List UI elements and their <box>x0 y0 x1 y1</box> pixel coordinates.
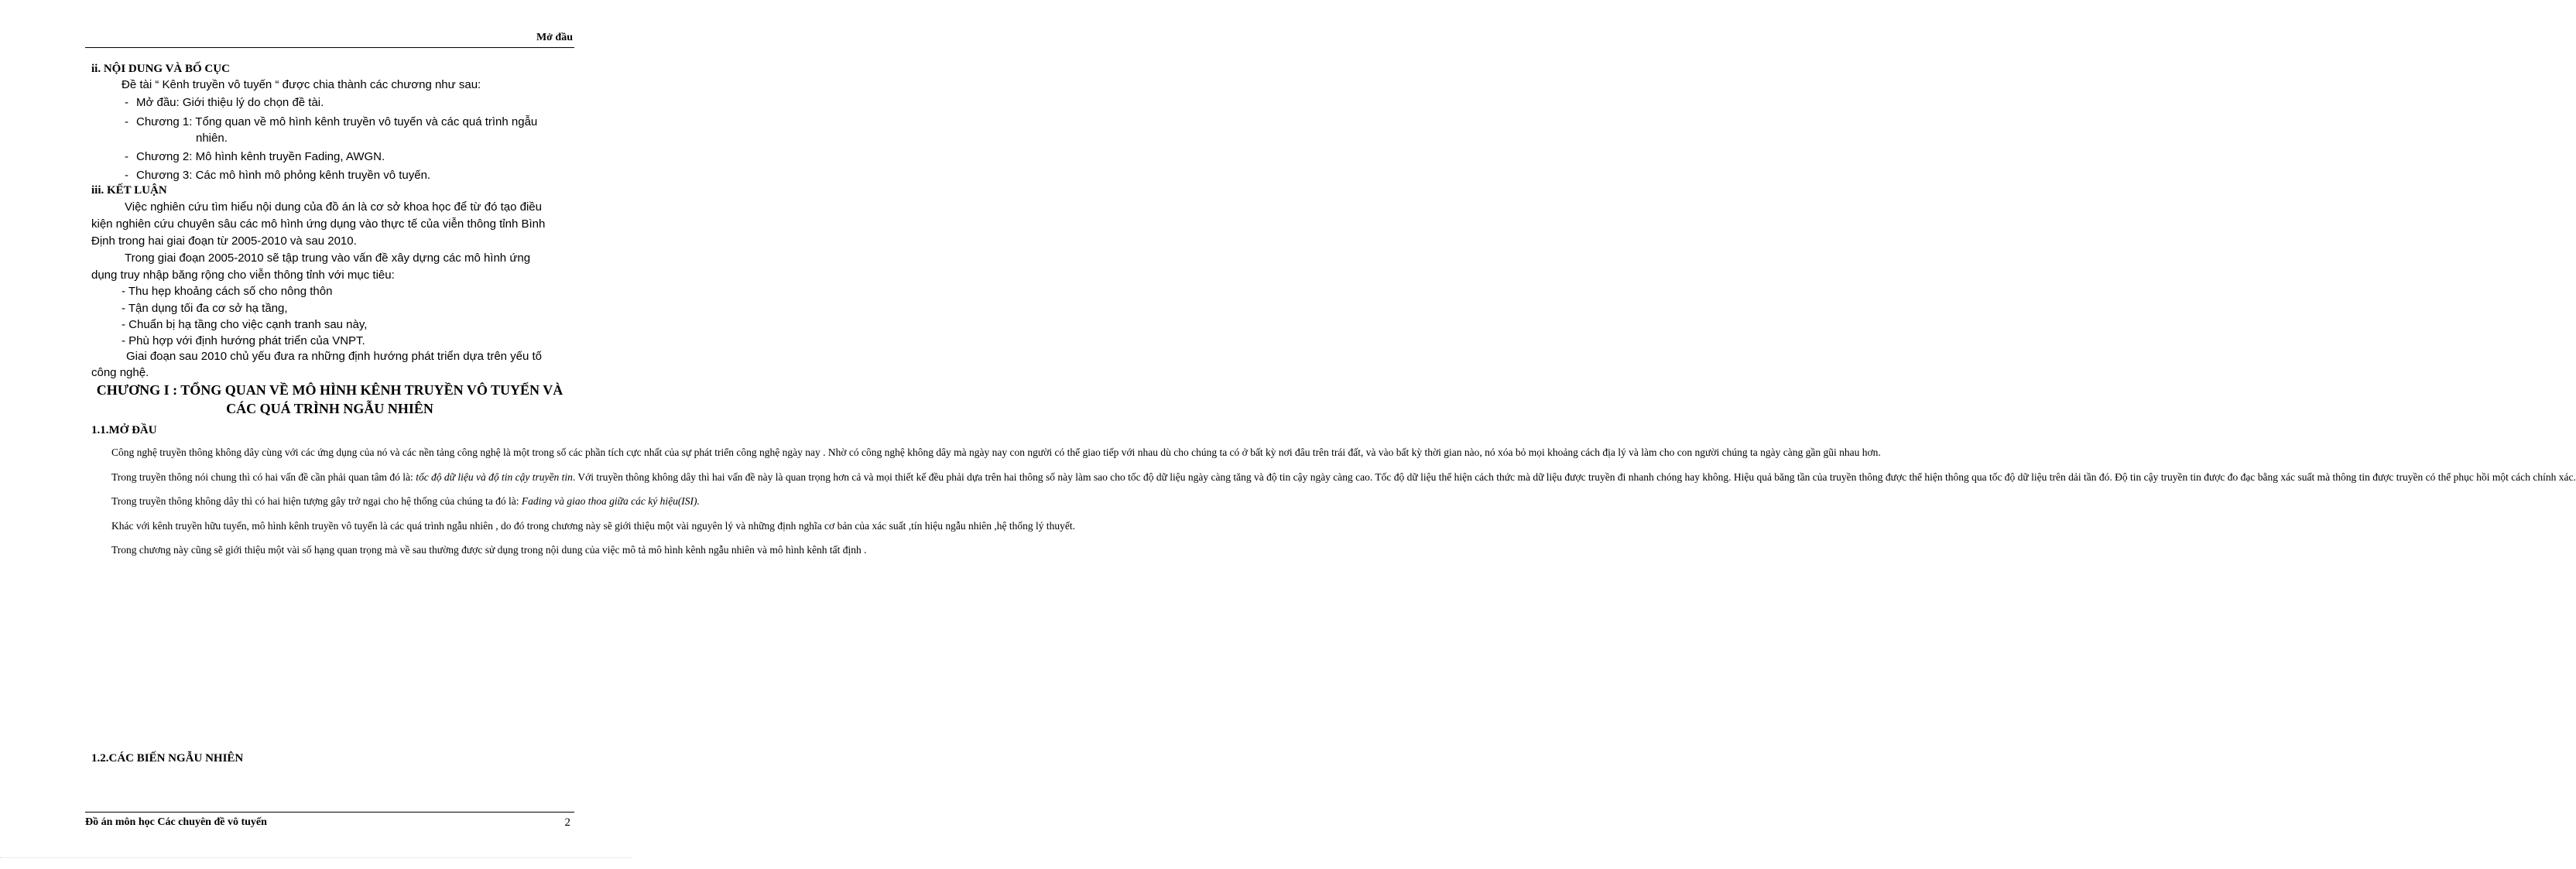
goal-item: - Chuẩn bị hạ tầng cho việc cạnh tranh sau này, <box>122 318 368 331</box>
conclusion-paragraph-line: Trong giai đoạn 2005-2010 sẽ tập trung vào vấn đề xây dựng các mô hình ứng <box>125 251 531 265</box>
paragraph: Công nghệ truyền thông không dây cùng với các ứng dụng của nó và các nền tảng công nghệ là một trong số các phần tích cực nhất của sự phát triển công nghệ ngày nay . Nhờ có công nghệ không dây mà ngày nay con người có thể giao tiếp với nhau dù cho chúng ta có ở bất kỳ nơi đâu trên trái đất, và vào bất kỳ thời gian nào, nó xóa bỏ mọi khoảng cách địa lý và làm cho con người chúng ta ngày càng gần gũi nhau hơn. <box>111 446 1881 458</box>
chapter-title-line-1: CHƯƠNG I : TỔNG QUAN VỀ MÔ HÌNH KÊNH TRUYỀN VÔ TUYẾN VÀ <box>96 382 564 398</box>
page-edge-divider <box>0 857 632 858</box>
section-1-1-title: 1.1.MỞ ĐẦU <box>91 424 157 436</box>
paragraph <box>85 470 2576 485</box>
list-item-dash: - <box>125 150 128 163</box>
section-1-1-body <box>85 445 2576 558</box>
goal-item: - Phù hợp với định hướng phát triển của VNPT. <box>122 334 365 347</box>
goal-item: - Tận dụng tối đa cơ sở hạ tầng, <box>122 302 288 315</box>
list-item-dash: - <box>125 96 128 109</box>
paragraph: Trong chương này cũng sẽ giới thiệu một vài số hạng quan trọng mà về sau thường được sử dụng trong nội dung của việc mô tả mô hình kênh ngẫu nhiên và mô hình kênh tất định . <box>111 544 867 556</box>
list-item-dash: - <box>125 169 128 182</box>
header-rule <box>85 47 574 48</box>
conclusion-paragraph-line: dụng truy nhập băng rộng cho viễn thông tỉnh với mục tiêu: <box>91 269 395 282</box>
paragraph: Khác với kênh truyền hữu tuyến, mô hình kênh truyền vô tuyến là các quá trình ngẫu nhiên , do đó trong chương này sẽ giới thiệu một vài nguyên lý và những định nghĩa cơ bản của xác suất ,tín hiệu ngẫu nhiên ,hệ thống lý thuyết. <box>111 519 1075 532</box>
page-number: 2 <box>564 816 570 829</box>
paragraph-text: . Với truyền thông không dây thì hai vấn đề này là quan trọng hơn cả và mọi thiết kế đều phải dựa trên hai thông số này làm sao cho tốc độ dữ liệu ngày càng tăng và độ tin cậy ngày càng cao. Tốc độ dữ liệu thể hiện cách thức mà dữ liệu được truyền đi nhanh chóng hay không. Hiệu quả băng tần của truyền thông được thể hiện thông qua tốc độ dữ liệu trên dải tần đó. Độ tin cậy truyền tin được đo đạc bằng xác suất mà thông tin được truyền có thể phục hồi một cách chính xác. <box>572 470 2576 483</box>
list-item: Chương 2: Mô hình kênh truyền Fading, AWGN. <box>136 150 385 163</box>
section-ii-title: ii. NỘI DUNG VÀ BỐ CỤC <box>91 63 230 75</box>
goal-item: - Thu hẹp khoảng cách số cho nông thôn <box>122 285 333 298</box>
header-title: Mở đầu <box>536 32 573 43</box>
section-iii-title: iii. KẾT LUẬN <box>91 184 167 197</box>
conclusion-paragraph-line: Định trong hai giai đoạn từ 2005-2010 và sau 2010. <box>91 234 357 248</box>
footer-rule <box>85 812 574 813</box>
list-item-continuation: nhiên. <box>196 132 228 145</box>
list-item-dash: - <box>125 115 128 128</box>
section-ii-intro: Đề tài “ Kênh truyền vô tuyến “ được chia thành các chương như sau: <box>122 78 481 91</box>
conclusion-paragraph-line: công nghệ. <box>91 366 149 379</box>
paragraph <box>85 494 700 509</box>
section-1-2-title: 1.2.CÁC BIẾN NGẪU NHIÊN <box>91 752 244 765</box>
footer-title: Đồ án môn học Các chuyên đề vô tuyến <box>85 816 267 828</box>
chapter-title-line-2: CÁC QUÁ TRÌNH NGẪU NHIÊN <box>226 401 433 416</box>
list-item: Chương 1: Tổng quan về mô hình kênh truyền vô tuyến và các quá trình ngẫu <box>136 115 538 128</box>
paragraph-text: Trong truyền thông nói chung thì có hai vấn đề cần phải quan tâm đó là: <box>111 470 416 483</box>
list-item: Mở đầu: Giới thiệu lý do chọn đề tài. <box>136 96 324 109</box>
emphasis-text: tốc độ dữ liệu và độ tin cậy truyền tin <box>416 470 573 483</box>
conclusion-paragraph-line: Việc nghiên cứu tìm hiểu nội dung của đồ án là cơ sở khoa học để từ đó tạo điều <box>125 200 542 214</box>
list-item: Chương 3: Các mô hình mô phỏng kênh truyền vô tuyến. <box>136 169 431 182</box>
paragraph-text: Trong truyền thông không dây thì có hai hiện tượng gây trở ngại cho hệ thống của chúng ta đó là: <box>111 495 522 507</box>
emphasis-text: Fading và giao thoa giữa các ký hiệu(ISI). <box>521 495 700 507</box>
conclusion-paragraph-line: kiện nghiên cứu chuyên sâu các mô hình ứng dụng vào thực tế của viễn thông tỉnh Bình <box>91 217 546 231</box>
conclusion-paragraph-line: Giai đoạn sau 2010 chủ yếu đưa ra những định hướng phát triển dựa trên yếu tố <box>126 350 543 363</box>
